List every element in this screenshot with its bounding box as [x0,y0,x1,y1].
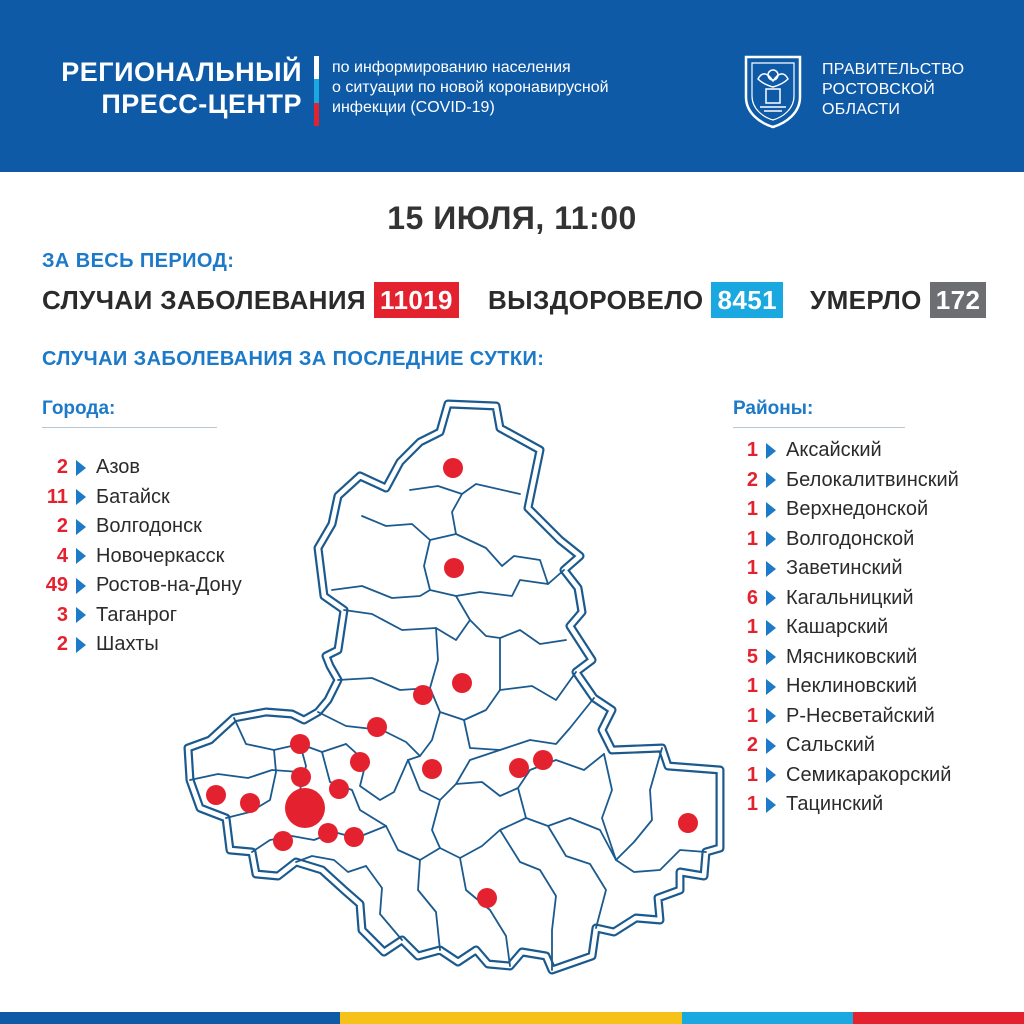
location-name: Ростов-на-Дону [96,574,242,597]
total-cases [42,282,459,318]
case-count: 1 [746,439,758,462]
case-marker [273,831,293,851]
location-name: Заветинский [786,557,903,580]
list-item [722,613,959,643]
list-item [722,466,959,496]
total-recovered-badge: 8451 [711,282,782,318]
total-recovered [488,282,783,318]
districts-list [722,436,959,820]
list-item [722,643,959,673]
case-count: 2 [746,468,758,491]
triangle-bullet-icon [76,548,86,564]
coat-of-arms-icon [740,53,806,129]
list-item [722,525,959,555]
cities-heading: Города: [42,398,217,428]
case-marker [413,685,433,705]
case-marker [240,793,260,813]
press-center-brand [40,56,302,120]
districts-heading: Районы: [733,398,905,428]
list-item [722,731,959,761]
location-name: Семикаракорский [786,763,952,786]
triangle-bullet-icon [76,637,86,653]
list-item [722,584,959,614]
list-item [722,761,959,791]
case-marker-large [285,788,325,828]
period-label: ЗА ВЕСЬ ПЕРИОД: [42,250,235,272]
total-deaths [810,282,986,318]
case-marker [533,750,553,770]
case-marker [344,827,364,847]
triangle-bullet-icon [76,460,86,476]
triangle-bullet-icon [766,561,776,577]
brand-line-1: РЕГИОНАЛЬНЫЙ [61,57,302,87]
location-name: Кашарский [786,616,889,639]
case-count: 1 [746,527,758,550]
government-title [822,60,1002,120]
case-marker [443,458,463,478]
triangle-bullet-icon [76,519,86,535]
location-name: Новочеркасск [96,544,225,567]
case-count: 1 [746,675,758,698]
triangle-bullet-icon [766,620,776,636]
list-item [722,554,959,584]
brand-line-2: ПРЕСС-ЦЕНТР [101,89,302,119]
footer-strip-red [853,1012,1024,1024]
triangle-bullet-icon [766,797,776,813]
case-marker [367,717,387,737]
case-count: 4 [56,544,68,567]
case-count: 1 [746,763,758,786]
case-marker [477,888,497,908]
location-name: Тацинский [786,793,884,816]
footer-strip-yellow [340,1012,682,1024]
triangle-bullet-icon [76,607,86,623]
triangle-bullet-icon [766,472,776,488]
case-count: 2 [746,734,758,757]
list-item [722,790,959,820]
location-name: Батайск [96,485,170,508]
list-item [722,672,959,702]
list-item [722,495,959,525]
triangle-bullet-icon [76,578,86,594]
triangle-bullet-icon [766,738,776,754]
case-marker [350,752,370,772]
location-name: Белокалитвинский [786,468,959,491]
case-count: 5 [746,645,758,668]
footer-strip-cyan [682,1012,853,1024]
triangle-bullet-icon [766,649,776,665]
gov-line-1: ПРАВИТЕЛЬСТВО [822,61,965,78]
stripe-red [314,103,319,126]
header-subtitle [332,58,712,118]
report-date: 15 ИЮЛЯ, 11:00 [387,200,637,236]
location-name: Волгодонск [96,515,202,538]
case-marker [452,673,472,693]
location-name: Волгодонской [786,527,915,550]
case-count: 3 [56,603,68,626]
rostov-region-map [170,390,740,980]
footer-strip-blue [0,1012,340,1024]
case-marker [444,558,464,578]
location-name: Верхнедонской [786,498,929,521]
case-count: 6 [746,586,758,609]
district-borders [190,484,706,970]
triangle-bullet-icon [766,443,776,459]
daily-cases-label: СЛУЧАИ ЗАБОЛЕВАНИЯ ЗА ПОСЛЕДНИЕ СУТКИ: [42,348,545,370]
case-marker [318,823,338,843]
location-name: Мясниковский [786,645,918,668]
tricolor-stripe [314,56,319,126]
triangle-bullet-icon [766,531,776,547]
location-name: Р-Несветайский [786,704,935,727]
case-count: 2 [56,515,68,538]
triangle-bullet-icon [766,767,776,783]
case-markers [206,458,698,908]
case-marker [206,785,226,805]
triangle-bullet-icon [766,679,776,695]
triangle-bullet-icon [766,502,776,518]
case-marker [290,734,310,754]
case-count: 1 [746,704,758,727]
total-deaths-label: УМЕРЛО [810,284,922,315]
triangle-bullet-icon [766,590,776,606]
total-cases-label: СЛУЧАИ ЗАБОЛЕВАНИЯ [42,284,367,315]
case-count: 11 [46,485,68,508]
footer-color-strip [0,1012,1024,1024]
case-count: 1 [746,793,758,816]
case-count: 1 [746,616,758,639]
list-item [722,702,959,732]
location-name: Неклиновский [786,675,918,698]
subtitle-line-1: по информированию населения [332,59,571,76]
location-name: Шахты [96,633,159,656]
case-marker [678,813,698,833]
location-name: Таганрог [96,603,178,626]
location-name: Азов [96,456,141,479]
header-banner [0,0,1024,172]
list-item [722,436,959,466]
gov-line-2: РОСТОВСКОЙ [822,81,936,98]
case-marker [291,767,311,787]
gov-line-3: ОБЛАСТИ [822,101,901,118]
total-deaths-badge: 172 [930,282,987,318]
stripe-white [314,56,319,79]
case-count: 1 [746,557,758,580]
triangle-bullet-icon [766,708,776,724]
case-marker [509,758,529,778]
case-marker [329,779,349,799]
subtitle-line-3: инфекции (COVID-19) [332,99,495,116]
location-name: Сальский [786,734,875,757]
total-cases-badge: 11019 [374,282,459,318]
case-count: 49 [45,574,68,597]
case-count: 2 [56,633,68,656]
case-count: 1 [746,498,758,521]
location-name: Кагальницкий [786,586,914,609]
subtitle-line-2: о ситуации по новой коронавирусной [332,79,609,96]
triangle-bullet-icon [76,489,86,505]
location-name: Аксайский [786,439,882,462]
total-recovered-label: ВЫЗДОРОВЕЛО [488,284,704,315]
case-count: 2 [56,456,68,479]
stripe-blue [314,79,319,102]
case-marker [422,759,442,779]
